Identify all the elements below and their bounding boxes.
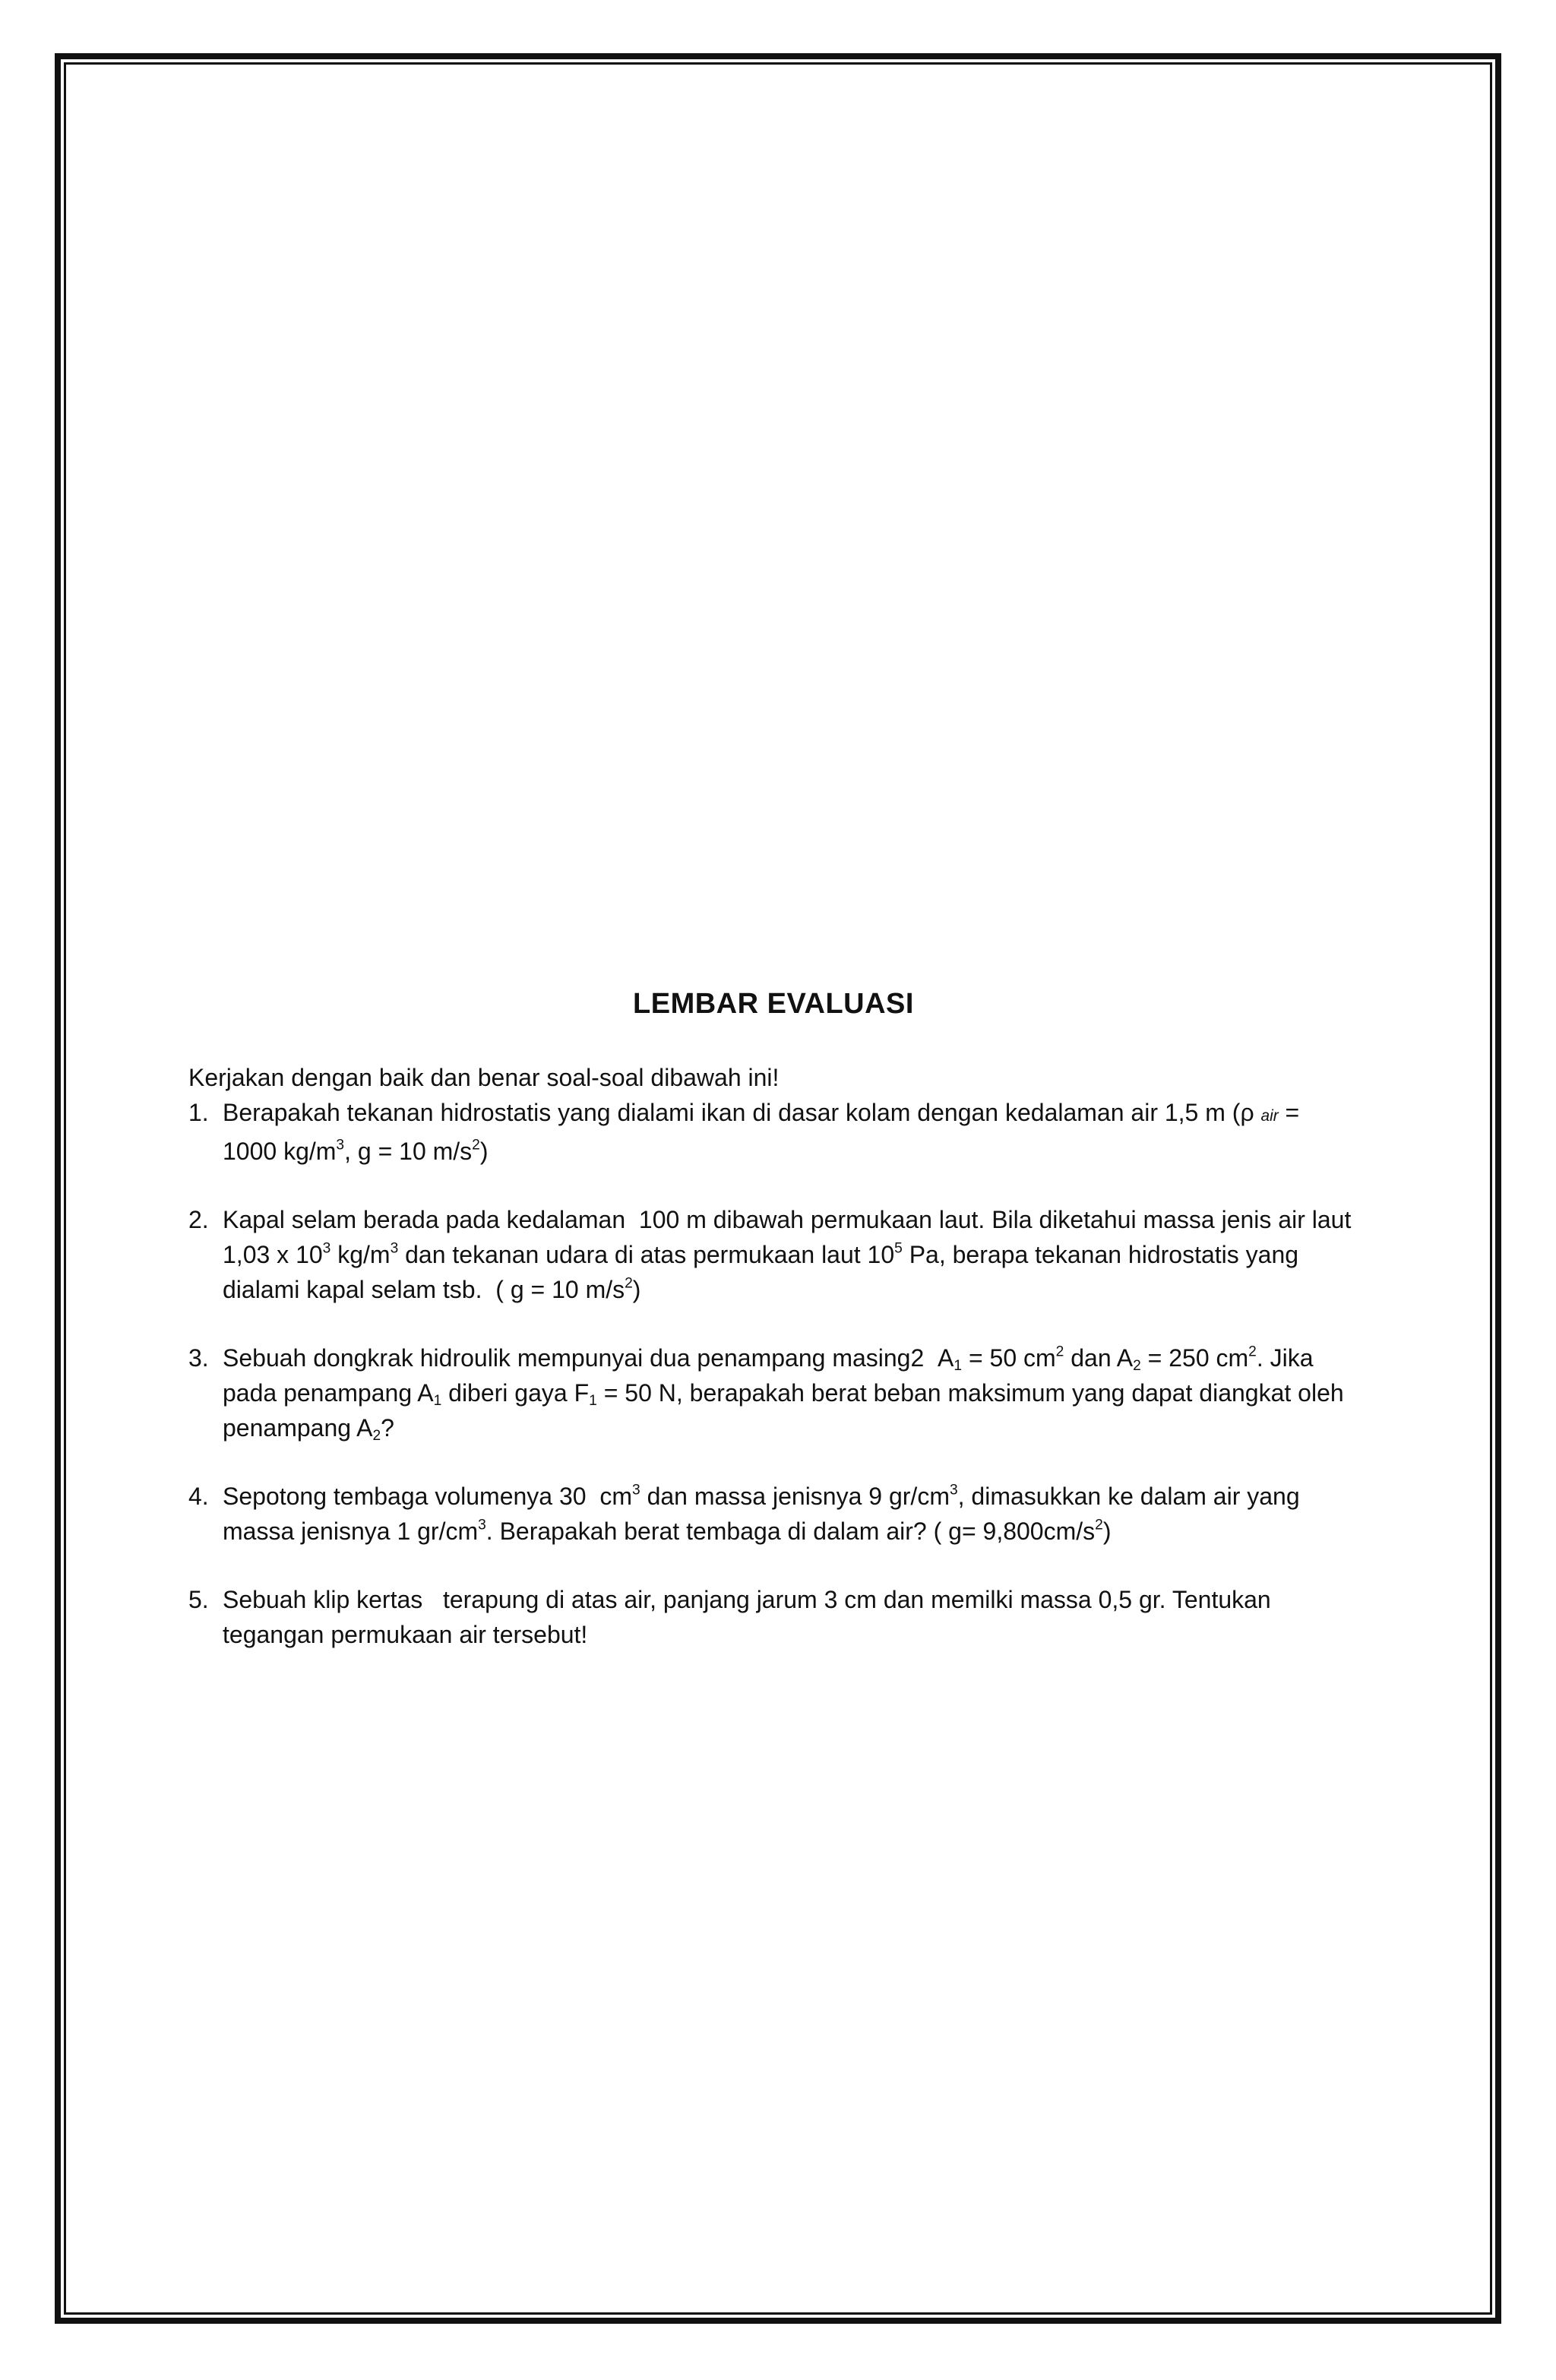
question-text: Kapal selam berada pada kedalaman 100 m dibawah permukaan laut. Bila diketahui massa jenis air laut 1,03 x $10^3$ $kg/m^3$ dan tekanan udara di atas permukaan laut $10^5$ Pa, berapa tekanan hidrostatis yang dialami kapal selam tsb. ( g = 10 $m/s^2$)	[223, 1206, 1352, 1303]
question-item	[188, 1479, 1358, 1549]
question-number: 5.	[188, 1586, 209, 1613]
question-text: Sepotong tembaga volumenya 30 $cm^3$ dan massa jenisnya 9 $gr/cm^3$, dimasukkan ke dalam air yang massa jenisnya 1 $gr/cm^3$. Berapakah berat tembaga di dalam air? ( $g= 9,800cm/s^2$)	[223, 1482, 1300, 1545]
question-number: 2.	[188, 1206, 209, 1233]
question-number: 4.	[188, 1483, 209, 1510]
question-number: 1.	[188, 1099, 209, 1126]
document-content	[188, 988, 1358, 1685]
document-title: LEMBAR EVALUASI	[633, 988, 914, 1020]
question-item	[188, 1582, 1358, 1652]
question-text: Sebuah klip kertas terapung di atas air, panjang jarum 3 cm dan memilki massa 0,5 gr. Tentukan tegangan permukaan air tersebut!	[223, 1586, 1271, 1648]
question-item	[188, 1340, 1358, 1445]
question-text: Berapakah tekanan hidrostatis yang dialami ikan di dasar kolam dengan kedalaman air 1,5 m (ρ air = 1000 $kg/m^3$, g = 10 $m/s^2$)	[223, 1099, 1300, 1165]
question-text: Sebuah dongkrak hidroulik mempunyai dua penampang masing2 $A_1 = 50$ $cm^2$ dan $A_2 = 250$ $cm^2$. Jika pada penampang $A_1$ diberi gaya $F_1 = 50$ N, berapakah berat beban maksimum yang dapat diangkat oleh penampang $A_2$?	[223, 1343, 1344, 1444]
question-item	[188, 1202, 1358, 1307]
question-item	[188, 1095, 1358, 1169]
instructions: Kerjakan dengan baik dan benar soal-soal dibawah ini!	[188, 1064, 780, 1091]
question-list	[188, 1095, 1358, 1652]
question-number: 3.	[188, 1344, 209, 1372]
